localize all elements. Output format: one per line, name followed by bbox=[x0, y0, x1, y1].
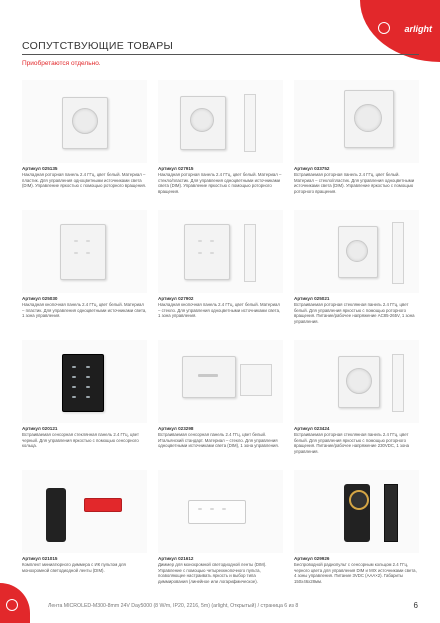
title-divider bbox=[22, 54, 419, 55]
product-article: Артикул 021015 bbox=[22, 556, 58, 561]
product-article: Артикул 025021 bbox=[294, 296, 330, 301]
product-description: Встраиваемая роторная стеклянная панель 2.4 ГГц, цвет белый. Для управления яркостью с помощью роторного вращения. Питание/рабочее напряжение 230VDC, 1 зона управления. bbox=[294, 432, 409, 454]
product-description: Диммер для монохромной светодиодной ленты (DIM). Управление с помощью четырехкнопочного пульта, позволяющее настраивать яркость и выбор типа диммирования (линейное или логарифмическое). bbox=[158, 562, 267, 584]
product-article: Артикул 027902 bbox=[158, 296, 194, 301]
product-card[interactable] bbox=[158, 340, 283, 449]
product-card[interactable] bbox=[158, 80, 283, 194]
product-image bbox=[158, 470, 283, 553]
product-article: Артикул 027915 bbox=[158, 166, 194, 171]
product-description: Встраиваемая роторная панель 2.4 ГГц, цвет белый. Материал – стекло/пластик. Для управления одноцветными источниками света (DIM). Управление яркостью с помощью роторного вращения. bbox=[294, 172, 415, 194]
product-description: Накладная кнопочная панель 2.4 ГГц, цвет белый. Материал – стекло. Для управления одноцветными источниками света, 1 зона управления. bbox=[158, 302, 281, 319]
product-image bbox=[22, 340, 147, 423]
product-card[interactable] bbox=[294, 80, 419, 194]
product-image bbox=[22, 210, 147, 293]
product-image bbox=[158, 210, 283, 293]
product-article: Артикул 023298 bbox=[158, 426, 194, 431]
product-article: Артикул 023424 bbox=[294, 426, 330, 431]
product-card[interactable] bbox=[22, 340, 147, 449]
product-image bbox=[294, 80, 419, 163]
product-card[interactable] bbox=[294, 210, 419, 324]
product-article: Артикул 025030 bbox=[22, 296, 58, 301]
footer-text: Лента MICROLED-M300-8mm 24V Day5000 (8 W/m, IP20, 2216, 5m) (arlight, Открытый) / страница 6 из 8 bbox=[48, 603, 299, 609]
logo-text: arlight bbox=[404, 24, 432, 34]
product-article: Артикул 025135 bbox=[22, 166, 58, 171]
product-image bbox=[158, 340, 283, 423]
product-card[interactable] bbox=[158, 210, 283, 319]
product-card[interactable] bbox=[22, 210, 147, 319]
product-card[interactable] bbox=[294, 340, 419, 454]
product-card[interactable] bbox=[22, 470, 147, 573]
product-image bbox=[22, 470, 147, 553]
product-image bbox=[158, 80, 283, 163]
product-description: Встраиваемая роторная стеклянная панель 2.4 ГГц, цвет белый. Для управления яркостью с помощью роторного вращения. Питание/рабочее напряжение AC85-265V, 1 зона управления. bbox=[294, 302, 415, 324]
footer-logo-icon bbox=[6, 599, 18, 611]
product-description: Комплект миниатюрного диммера с ИК пультом для монохромной светодиодной ленты (DIM). bbox=[22, 562, 126, 573]
product-image bbox=[22, 80, 147, 163]
page-subtitle: Приобретаются отдельно. bbox=[22, 60, 101, 67]
product-article: Артикул 020121 bbox=[22, 426, 58, 431]
product-card[interactable] bbox=[158, 470, 283, 584]
product-description: Накладная роторная панель 2.4 ГГц, цвет белый. Материал – стекло/пластик. Для управления одноцветными источниками света (DIM). Управление яркостью с помощью роторного вращения. bbox=[158, 172, 282, 194]
product-image bbox=[294, 470, 419, 553]
logo-icon bbox=[378, 22, 390, 34]
product-image bbox=[294, 210, 419, 293]
page-number: 6 bbox=[413, 601, 418, 610]
product-description: Накладная роторная панель 2.4 ГГц, цвет белый. Материал – пластик. Для управления одноцветными источниками света (DIM). Управление яркостью с помощью роторного вращения. bbox=[22, 172, 147, 189]
page-title: СОПУТСТВУЮЩИЕ ТОВАРЫ bbox=[22, 40, 174, 52]
product-image bbox=[294, 340, 419, 423]
product-description: Встраиваемая сенсорная панель 2.4 ГГц, цвет белый. Итальянский стандарт. Материал – стекло. Для управления одноцветными источниками света (DIM), 1 зона управления. bbox=[158, 432, 279, 449]
product-card[interactable] bbox=[294, 470, 419, 584]
product-description: Беспроводной радиопульт с сенсорным кольцом 2.4 ГГц, черного цвета для управления DIM и MIX источниками света, 4 зоны управления. Питание 3VDC (AAA×2). Габариты 150х46х28мм. bbox=[294, 562, 417, 584]
product-description: Встраиваемая сенсорная стеклянная панель 2.4 ГГц, цвет черный. Для управления яркостью с помощью сенсорного кольца. bbox=[22, 432, 139, 449]
product-description: Накладная кнопочная панель 2.4 ГГц, цвет белый. Материал – пластик. Для управления одноцветными источниками света, 1 зона управления. bbox=[22, 302, 147, 319]
product-article: Артикул 021612 bbox=[158, 556, 194, 561]
product-article: Артикул 029926 bbox=[294, 556, 330, 561]
product-article: Артикул 033752 bbox=[294, 166, 330, 171]
product-card[interactable] bbox=[22, 80, 147, 189]
